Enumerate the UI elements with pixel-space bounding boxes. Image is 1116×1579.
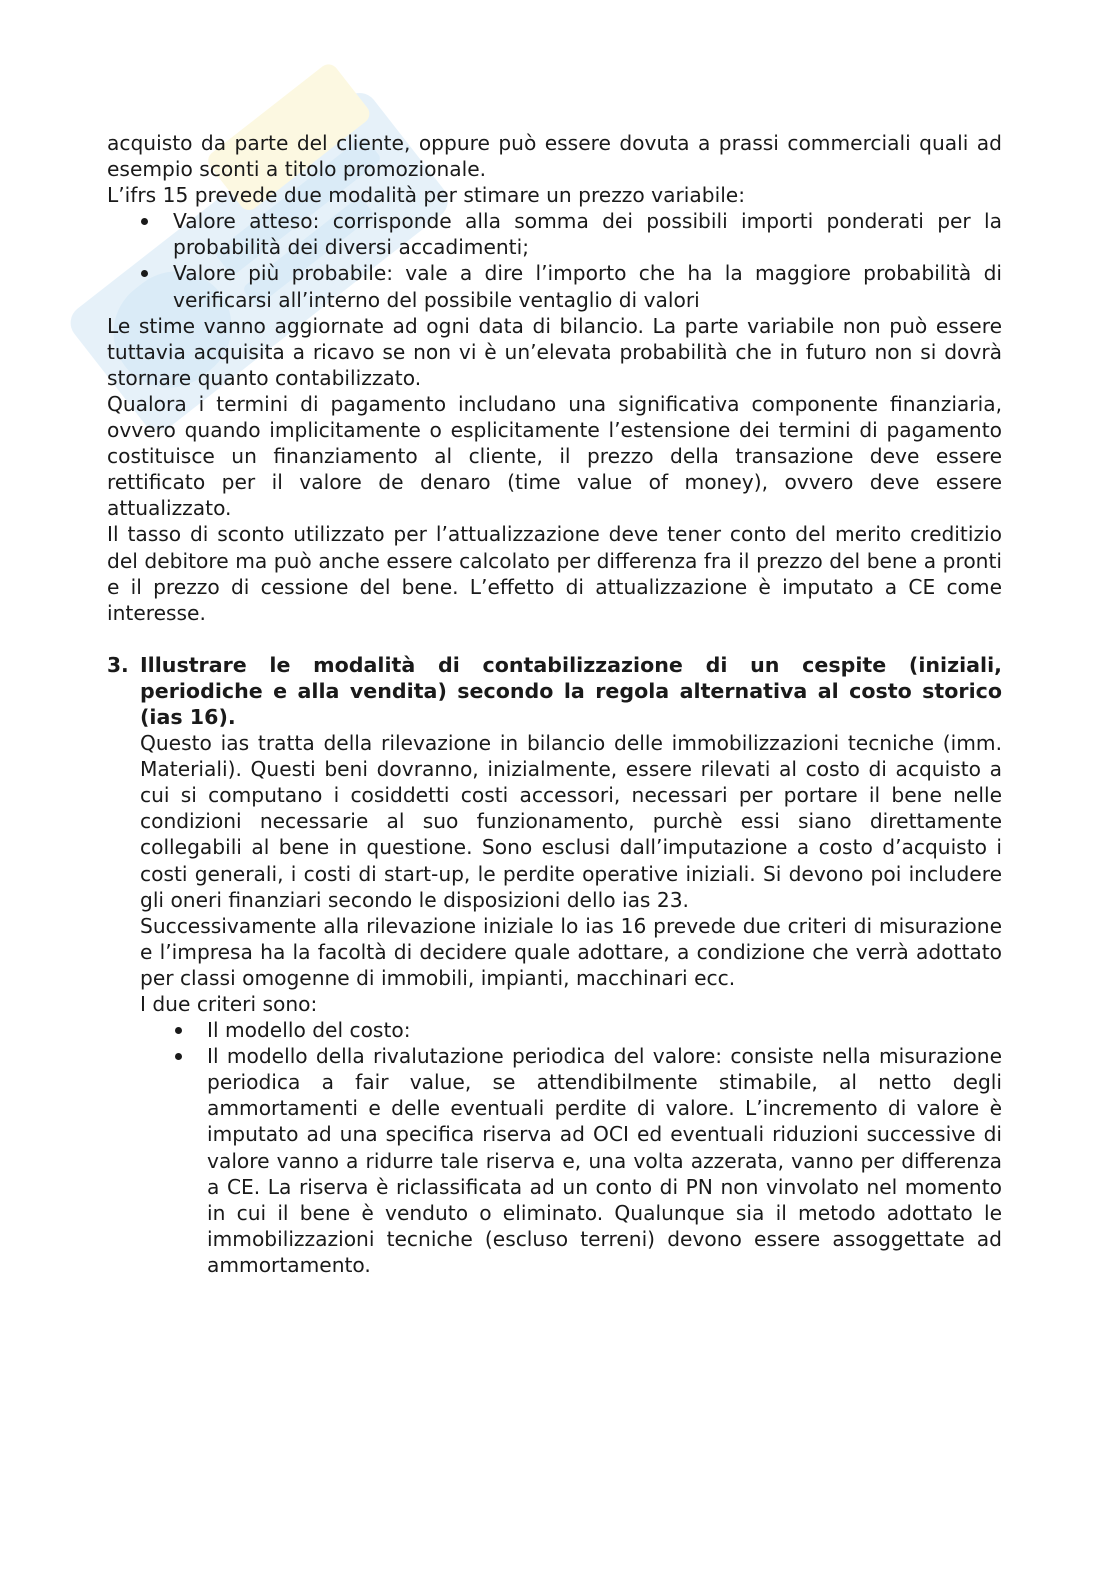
section-3 [107, 652, 1002, 1278]
paragraph: L’ifrs 15 prevede due modalità per stimare un prezzo variabile: [107, 183, 746, 208]
list-item: Il modello del costo: [140, 1017, 1002, 1043]
paragraph: Questo ias tratta della rilevazione in bilancio delle immobilizzazioni tecniche (imm. Materiali). Questi beni dovranno, inizialmente, essere rilevati al costo di acquisto a cui si computano i cosiddetti costi accessori, necessari per portare il bene nelle condizioni necessarie al suo funzionamento, purchè essi siano direttamente collegabili al bene in questione. Sono esclusi dall’imputazione a costo d’acquisto i costi generali, i costi di start-up, le perdite operative iniziali. Si devono poi includere gli oneri finanziari secondo le disposizioni dello ias 23. [140, 731, 1002, 912]
bullet-list [107, 208, 1002, 312]
paragraph: Qualora i termini di pagamento includano una significativa componente finanziaria, ovvero quando implicitamente o esplicitamente l’estensione dei termini di pagamento costituisce un finanziamento al cliente, il prezzo della transazione deve essere rettificato per il valore de denaro (time value of money), ovvero deve essere attualizzato. [107, 391, 1002, 521]
section-number: 3. [107, 652, 129, 677]
paragraph: Il tasso di sconto utilizzato per l’attualizzazione deve tener conto del merito creditizio del debitore ma può anche essere calcolato per differenza fra il prezzo del bene a pronti e il prezzo di cessione del bene. L’effetto di attualizzazione è imputato a CE come interesse. [107, 522, 1002, 625]
bullet-list [140, 1017, 1002, 1278]
paragraph: I due criteri sono: [140, 992, 318, 1016]
paragraph: Le stime vanno aggiornate ad ogni data di bilancio. La parte variabile non può essere tuttavia acquisita a ricavo se non vi è un’elevata probabilità che in futuro non si dovrà stornare quanto contabilizzato. [107, 313, 1002, 390]
list-item: Il modello della rivalutazione periodica del valore: consiste nella misurazione periodica a fair value, se attendibilmente stimabile, al netto degli ammortamenti e delle eventuali perdite di valore. L’incremento di valore è imputato ad una specifica riserva ad OCI ed eventuali riduzioni successive di valore vanno a ridurre tale riserva e, una volta azzerata, vanno per differenza a CE. La riserva è riclassificata ad un conto di PN non vinvolato nel momento in cui il bene è venduto o eliminato. Qualunque sia il metodo adottato le immobilizzazioni tecniche (escluso terreni) devono essere assoggettate ad ammortamento. [140, 1043, 1002, 1278]
list-item: Valore atteso: corrisponde alla somma dei possibili importi ponderati per la probabilità dei diversi accadimenti; [107, 208, 1002, 260]
paragraph: acquisto da parte del cliente, oppure può essere dovuta a prassi commerciali quali ad esempio sconti a titolo promozionale. [107, 131, 1002, 182]
section-title: Illustrare le modalità di contabilizzazione di un cespite (iniziali, periodiche e alla vendita) secondo la regola alternativa al costo storico (ias 16). [140, 652, 1002, 729]
paragraph: Successivamente alla rilevazione iniziale lo ias 16 prevede due criteri di misurazione e l’impresa ha la facoltà di decidere quale adottare, a condizione che verrà adottato per classi omogenne di immobili, impianti, macchinari ecc. [140, 913, 1002, 990]
list-item: Valore più probabile: vale a dire l’importo che ha la maggiore probabilità di verificarsi all’interno del possibile ventaglio di valori [107, 260, 1002, 312]
document-page [107, 130, 1002, 1278]
